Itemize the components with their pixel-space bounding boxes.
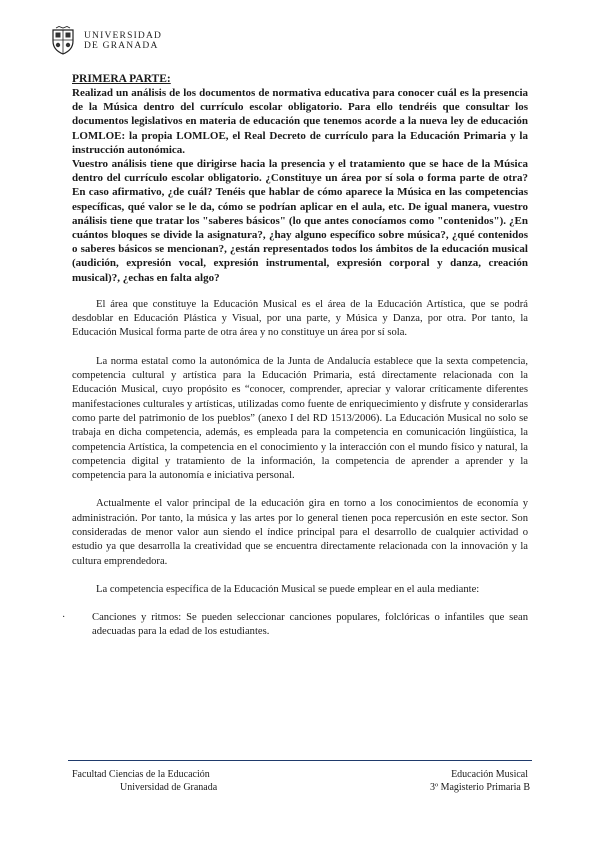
university-crest-icon <box>48 26 78 56</box>
university-name <box>84 31 162 51</box>
footer-faculty: Facultad Ciencias de la Educación <box>72 769 210 780</box>
footer-subject: Educación Musical <box>451 769 528 780</box>
footer-right <box>430 768 530 794</box>
footer-left <box>72 768 217 794</box>
list-item-text: Canciones y ritmos: Se pueden seleccionar canciones populares, folclóricas o infantiles que sean adecuadas para la edad de los estudiantes. <box>92 612 528 638</box>
footer-course: 3º Magisterio Primaria B <box>429 782 530 793</box>
university-logo <box>48 26 162 56</box>
body-paragraph-3: Actualmente el valor principal de la educación gira en torno a los conocimientos de economía y administración. Por tanto, la música y las artes por lo general tienen poca repercusión en este sector. Son consideradas de menor valor aun siendo el índice principal para el desarrollo de cualquier actividad o estudio ya que desarrolla la creatividad que se encuentra directamente relacionada con la innovación y la cultura emprendedora. <box>72 498 528 567</box>
task-paragraph-1: Realizad un análisis de los documentos de normativa educativa para conocer cuál es la presencia de la Música dentro del currículo escolar obligatorio. Para ello tendréis que consultar los documentos legislativos en materia de educación que tenemos acorde a la nueva ley de educación LOMLOE: la propia LOMLOE, el Real Decreto de currículo para la Educación Primaria y la instrucción autonómica. <box>72 87 528 156</box>
university-name-line1: UNIVERSIDAD <box>84 31 163 41</box>
bullet-marker: · <box>62 612 66 624</box>
body-paragraph-2: La norma estatal como la autonómica de la Junta de Andalucía establece que la sexta competencia, competencia cultural y artística para la Educación Primaria, está directamente relacionada con la Educación Musical, cuyo propósito es “conocer, comprender, apreciar y valorar críticamente diferentes manifestaciones culturales y artísticas, utilizadas como fuente de enriquecimiento y disfrute y considerarlas como parte del patrimonio de los pueblos” (anexo I del RD 1513/2006). La Educación Musical no solo se trabaja en dicha competencia, además, es empleada para la competencia en comunicación lingüística, la competencia Artística, la competencia en el conocimiento y la interacción con el mundo físico y natural, la competencia digital y tratamiento de la información, la competencia de aprender a aprender y la competencia para la autonomía e iniciativa personal. <box>72 355 528 482</box>
list-item <box>62 611 528 640</box>
body-paragraph-4: La competencia específica de la Educación Musical se puede emplear en el aula mediante: <box>96 583 480 595</box>
task-paragraph-2: Vuestro análisis tiene que dirigirse hacia la presencia y el tratamiento que se hace de la Música dentro del currículo escolar obligatorio. ¿Constituye un área por sí sola o forma parte de otra? En caso afirmativo, ¿de cuál? Tenéis que hablar de cómo aparece la Música en las competencias específicas, qué valor se le da, cómo se podrían aplicar en el aula, etc. De igual manera, vuestro análisis tiene que tratar los "saberes básicos" (lo que antes conocíamos como "contenidos"). ¿En cuántos bloques se divide la asignatura?, ¿hay alguno específico sobre música?, ¿qué contenidos o saberes básicos se mencionan?, ¿están representados todos los ámbitos de la educación musical (audición, expresión vocal, expresión instrumental, expresión corporal y danza, creación musical)?, ¿echas en falta algo? <box>72 158 528 284</box>
footer-divider <box>68 760 532 761</box>
body-paragraph-1: El área que constituye la Educación Musical es el área de la Educación Artística, que se podrá desdoblar en Educación Plástica y Visual, por una parte, y Música y Danza, por otra. Por tanto, la Educación Musical forma parte de otra área y no constituye un área por sí sola. <box>72 298 528 339</box>
footer-university: Universidad de Granada <box>120 782 218 793</box>
university-name-line2: DE GRANADA <box>84 41 159 51</box>
section-heading: PRIMERA PARTE: <box>72 73 171 85</box>
document-body <box>62 72 528 640</box>
